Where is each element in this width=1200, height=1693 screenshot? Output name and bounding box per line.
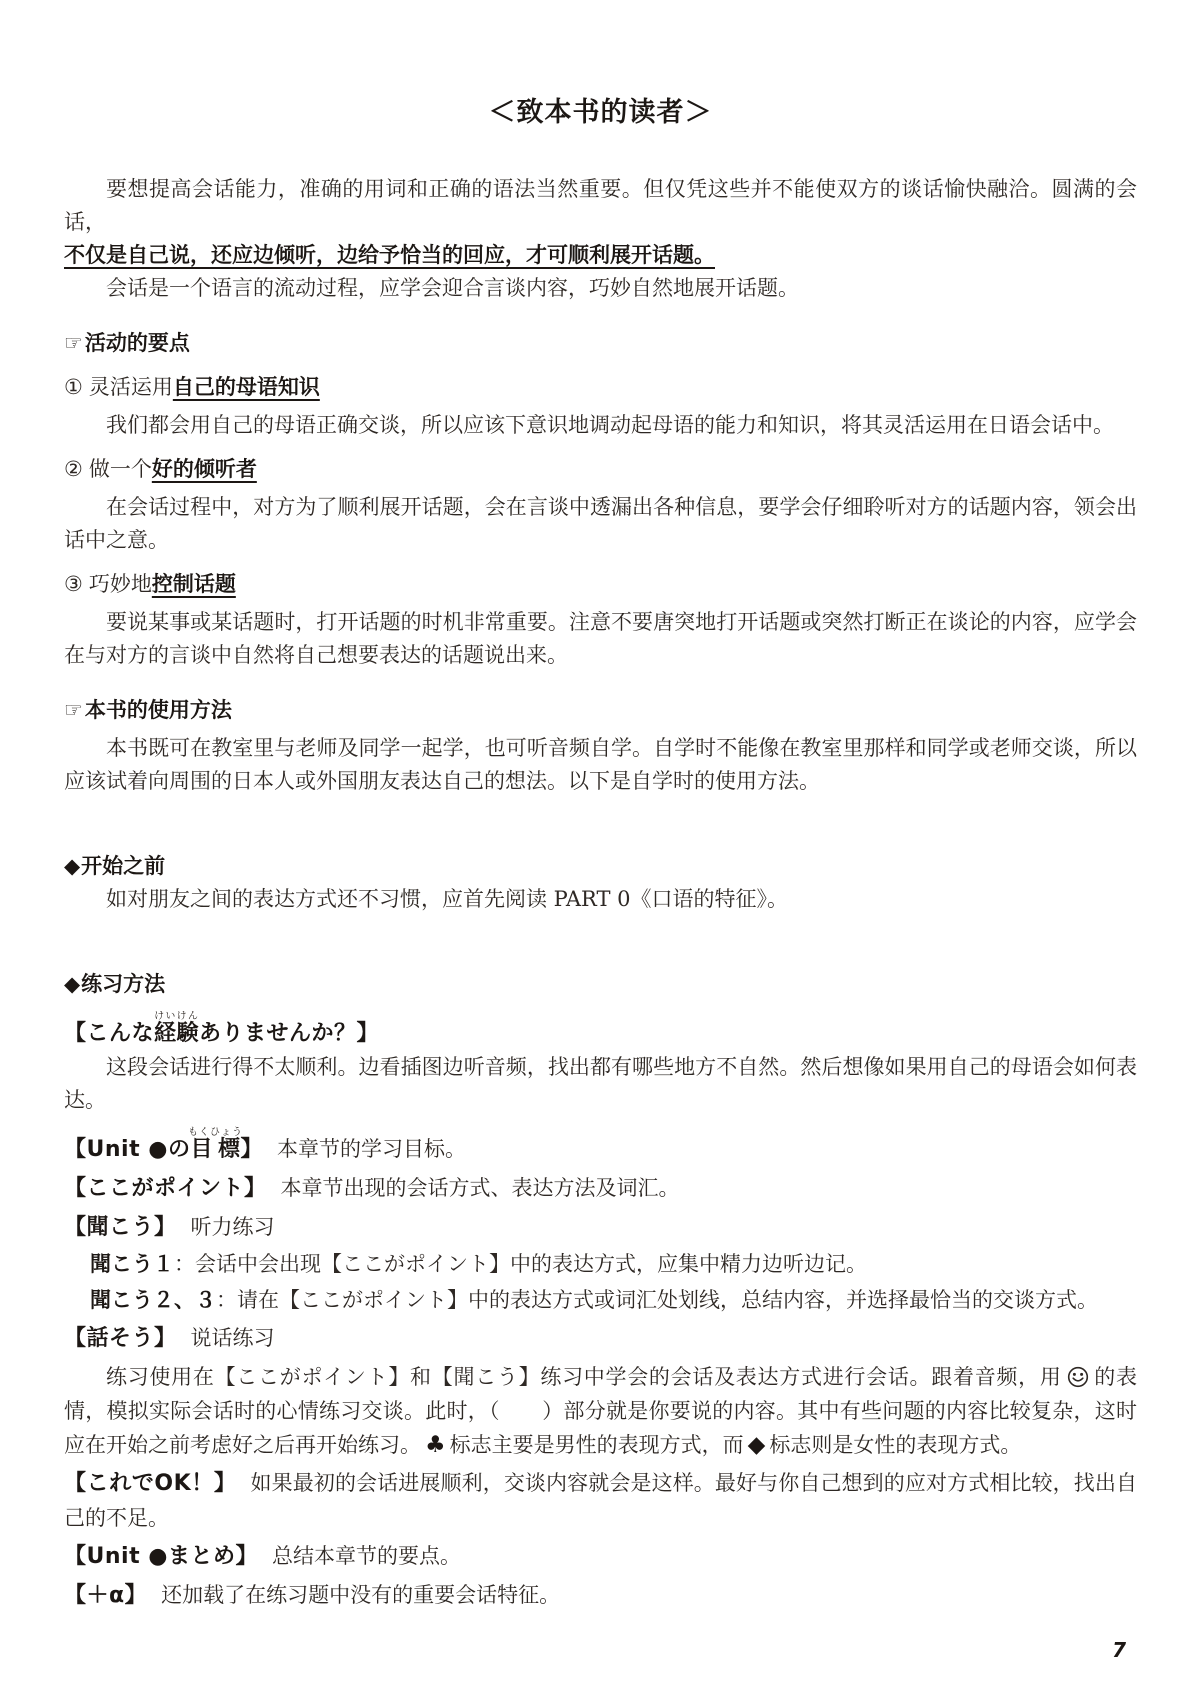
hanasou-body	[64, 1360, 1137, 1462]
practice-heading	[64, 968, 1137, 1001]
usage-section	[64, 694, 1137, 798]
practice-entry-plus-alpha	[64, 1578, 1137, 1613]
hanasou-seg4: 标志则是女性的表现方式。	[769, 1433, 1022, 1457]
practice-entry-kikou	[64, 1210, 1137, 1245]
practice-section	[64, 968, 1137, 1613]
hanasou-seg2: 的表情，模拟实际会话时的心情练习交谈。此时，（ ）部分就是你要说的内容。其中有些问题的内容比较复杂，这时应在开始之前考虑好之后再开始练习。	[64, 1365, 1137, 1457]
practice-entry-unit-goal	[64, 1127, 1137, 1167]
hanasou-seg1: 练习使用在【ここがポイント】和【聞こう】练习中学会的会话及表达方式进行会话。跟着音频，用	[106, 1365, 1062, 1389]
practice-entry-matome	[64, 1539, 1137, 1574]
usage-heading	[64, 694, 1137, 727]
intro-section	[64, 173, 1137, 305]
page-title: ＜致本书的读者＞	[488, 97, 713, 128]
kikou-sub1-label: 聞こう１	[90, 1252, 174, 1276]
key-points-heading-text: 活动的要点	[84, 331, 190, 355]
key-point-item-3-body: 要说某事或某话题时，打开话题的时机非常重要。注意不要唐突地打开话题或突然打断正在谈论的内容，应学会在与对方的言谈中自然将自己想要表达的话题说出来。	[64, 610, 1137, 667]
key-point-item-3-heading	[64, 568, 1137, 601]
key-point-item-2-heading	[64, 453, 1137, 486]
kikou-desc: 听力练习	[190, 1215, 275, 1239]
kikou-sub-item-1	[64, 1247, 1137, 1281]
diamond-bullet-icon: ◆	[64, 972, 81, 996]
practice-entry-hanasou	[64, 1321, 1137, 1356]
korede-ok-desc: 如果最初的会话进展顺利，交谈内容就会是这样。最好与你自己想到的应对方式相比较，找出自己的不足。	[64, 1471, 1137, 1530]
furigana: けいけん	[154, 1011, 200, 1022]
item-lead: 灵活运用	[88, 375, 173, 399]
page-number: 7	[1112, 1638, 1126, 1662]
before-start-heading-text: 开始之前	[81, 854, 166, 878]
key-point-item-1-heading	[64, 371, 1137, 404]
unit-goal-desc: 本章节的学习目标。	[276, 1137, 466, 1161]
matome-desc: 总结本章节的要点。	[271, 1544, 461, 1568]
practice-entry-experience-body: 这段会话进行得不太顺利。边看插图边听音频，找出都有哪些地方不自然。然后想像如果用自己的母语会如何表达。	[64, 1055, 1137, 1112]
key-point-item-2-body: 在会话过程中，对方为了顺利展开话题，会在言谈中透漏出各种信息，要学会仔细聆听对方的话题内容，领会出话中之意。	[64, 495, 1137, 552]
before-start-heading	[64, 850, 1137, 883]
hanasou-desc: 说话练习	[190, 1326, 275, 1350]
practice-entry-koko-point	[64, 1171, 1137, 1206]
kikou-header: 【聞こう】	[64, 1215, 177, 1240]
unit-goal-header: 【Unit ●の目標もくひょう】	[64, 1127, 263, 1162]
practice-heading-text: 练习方法	[81, 972, 166, 996]
plus-alpha-desc: 还加载了在练习题中没有的重要会话特征。	[161, 1583, 561, 1607]
koko-point-desc: 本章节出现的会话方式、表达方法及词汇。	[280, 1176, 680, 1200]
before-start-body: 如对朋友之间的表达方式还不习惯，应首先阅读 PART 0《口语的特征》。	[106, 887, 789, 911]
matome-header: 【Unit ●まとめ】	[64, 1544, 258, 1569]
furigana: もくひょう	[187, 1127, 243, 1138]
kikou-sub-item-2	[64, 1283, 1137, 1317]
club-male-icon: ♣	[425, 1432, 446, 1458]
kikou-sub2-label: 聞こう２、３	[90, 1288, 216, 1312]
pointing-hand-icon: ☞	[64, 698, 83, 722]
key-point-item-1-body: 我们都会用自己的母语正确交谈，所以应该下意识地调动起母语的能力和知识，将其灵活运用在日语会话中。	[106, 413, 1114, 437]
intro-paragraph-1	[64, 173, 1137, 239]
item-lead: 做一个	[88, 457, 152, 481]
hanasou-header: 【話そう】	[64, 1326, 177, 1351]
kikou-sub1-text: ：会话中会出现【ここがポイント】中的表达方式，应集中精力边听边记。	[174, 1252, 867, 1276]
item-number: ③	[64, 572, 83, 596]
korede-ok-header: 【これでOK！】	[64, 1471, 237, 1496]
usage-body: 本书既可在教室里与老师及同学一起学，也可听音频自学。自学时不能像在教室里那样和同学或老师交谈，所以应该试着向周围的日本人或外国朋友表达自己的想法。以下是自学时的使用方法。	[64, 736, 1137, 793]
key-points-heading	[64, 327, 1137, 360]
item-lead: 巧妙地	[88, 572, 152, 596]
item-number: ②	[64, 457, 83, 481]
intro-line-1: 要想提高会话能力，准确的用词和正确的语法当然重要。但仅凭这些并不能使双方的谈话愉快融洽。圆满的会话，	[64, 177, 1137, 234]
before-start-section	[64, 850, 1137, 916]
smiley-face-icon	[1066, 1365, 1090, 1389]
intro-emphasis-text: 不仅是自己说，还应边倾听，边给予恰当的回应，才可顺利展开话题。	[64, 243, 715, 267]
practice-entry-korede-ok	[64, 1466, 1137, 1535]
koko-point-header: 【ここがポイント】	[64, 1176, 267, 1201]
usage-heading-text: 本书的使用方法	[84, 698, 232, 722]
plus-alpha-header: 【＋α】	[64, 1583, 148, 1608]
key-points-section	[64, 327, 1137, 672]
kikou-sub2-text: ：请在【ここがポイント】中的表达方式或词汇处划线，总结内容，并选择最恰当的交谈方式。	[216, 1288, 1098, 1312]
practice-entry-experience-header	[64, 1011, 1137, 1051]
item-number: ①	[64, 375, 83, 399]
diamond-female-icon: ◆	[747, 1432, 766, 1458]
experience-header: 【こんな経験けいけんありませんか？】	[64, 1011, 380, 1046]
diamond-bullet-icon: ◆	[64, 854, 81, 878]
item-emphasis: 好的倾听者	[151, 457, 257, 481]
pointing-hand-icon: ☞	[64, 331, 83, 355]
intro-paragraph-2: 会话是一个语言的流动过程，应学会迎合言谈内容，巧妙自然地展开话题。	[106, 276, 799, 300]
hanasou-seg3: 标志主要是男性的表现方式，而	[449, 1433, 744, 1457]
intro-emphasis-line	[64, 239, 1137, 272]
item-emphasis: 自己的母语知识	[172, 375, 320, 399]
item-emphasis: 控制话题	[151, 572, 236, 596]
